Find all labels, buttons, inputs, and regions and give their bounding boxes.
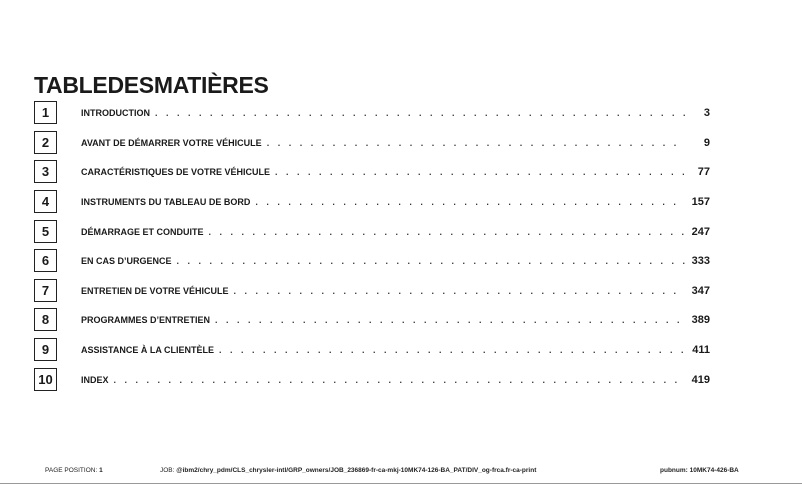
chapter-number: 7 bbox=[34, 279, 57, 302]
toc-row-5[interactable] bbox=[34, 220, 710, 245]
dot-leader bbox=[255, 197, 685, 207]
toc-entry bbox=[81, 196, 710, 208]
toc-row-3[interactable] bbox=[34, 160, 710, 185]
toc-row-4[interactable] bbox=[34, 190, 710, 215]
toc-entry bbox=[81, 137, 710, 149]
page-number: 411 bbox=[692, 344, 710, 356]
pubnum bbox=[660, 467, 739, 474]
dot-leader bbox=[114, 375, 685, 385]
chapter-number: 10 bbox=[34, 368, 57, 391]
page-number: 77 bbox=[697, 166, 710, 178]
page-position-value: 1 bbox=[99, 467, 103, 474]
dot-leader bbox=[209, 227, 685, 237]
page-number: 3 bbox=[703, 107, 710, 119]
print-footer bbox=[0, 462, 802, 484]
toc-row-6[interactable] bbox=[34, 249, 710, 274]
chapter-title[interactable]: ENTRETIEN DE VOTRE VÉHICULE bbox=[81, 286, 229, 296]
chapter-number: 4 bbox=[34, 190, 57, 213]
dot-leader bbox=[215, 315, 685, 325]
chapter-title[interactable]: PROGRAMMES D’ENTRETIEN bbox=[81, 315, 211, 325]
chapter-title[interactable]: DÉMARRAGE ET CONDUITE bbox=[81, 227, 204, 237]
chapter-title[interactable]: AVANT DE DÉMARRER VOTRE VÉHICULE bbox=[81, 138, 262, 148]
chapter-title[interactable]: EN CAS D’URGENCE bbox=[81, 256, 172, 266]
toc-row-10[interactable] bbox=[34, 368, 710, 393]
job-value: @ibm2/chry_pdm/CLS_chrysler-intl/GRP_owners/JOB_236869-fr-ca-mkj-10MK74-126-BA_PAT/DIV_og-frca.fr-ca-print bbox=[176, 467, 537, 474]
page-position bbox=[45, 467, 103, 474]
job-path bbox=[160, 467, 536, 474]
chapter-number: 2 bbox=[34, 131, 57, 154]
dot-leader bbox=[234, 286, 685, 296]
page-number: 9 bbox=[703, 137, 710, 149]
chapter-number: 5 bbox=[34, 220, 57, 243]
chapter-number: 1 bbox=[34, 101, 57, 124]
dot-leader bbox=[275, 167, 685, 177]
toc-row-7[interactable] bbox=[34, 279, 710, 304]
toc-entry bbox=[81, 255, 710, 267]
dot-leader bbox=[267, 138, 685, 148]
job-label: JOB: bbox=[160, 467, 175, 474]
page-position-label: PAGE POSITION: bbox=[45, 467, 98, 474]
page-number: 389 bbox=[691, 314, 710, 326]
toc-entry bbox=[81, 314, 710, 326]
pubnum-label: pubnum: bbox=[660, 467, 688, 474]
chapter-number: 8 bbox=[34, 308, 57, 331]
toc-entry bbox=[81, 285, 710, 297]
toc-row-2[interactable] bbox=[34, 131, 710, 156]
toc-entry bbox=[81, 226, 710, 238]
page-number: 333 bbox=[691, 255, 710, 267]
toc-entry bbox=[81, 344, 710, 356]
toc-entry bbox=[81, 166, 710, 178]
chapter-title[interactable]: CARACTÉRISTIQUES DE VOTRE VÉHICULE bbox=[81, 167, 271, 177]
toc-entry bbox=[81, 374, 710, 386]
page-number: 157 bbox=[691, 196, 710, 208]
page-number: 247 bbox=[691, 226, 710, 238]
dot-leader bbox=[177, 256, 685, 266]
page-title: TABLEDESMATIÈRES bbox=[34, 72, 269, 98]
page-number: 419 bbox=[691, 374, 710, 386]
pubnum-value: 10MK74-426-BA bbox=[689, 467, 739, 474]
chapter-number: 9 bbox=[34, 338, 57, 361]
chapter-title[interactable]: INDEX bbox=[81, 375, 109, 385]
page-number: 347 bbox=[691, 285, 710, 297]
toc-row-9[interactable] bbox=[34, 338, 710, 363]
dot-leader bbox=[219, 345, 685, 355]
chapter-title[interactable]: INSTRUMENTS DU TABLEAU DE BORD bbox=[81, 197, 251, 207]
chapter-title[interactable]: ASSISTANCE À LA CLIENTÈLE bbox=[81, 345, 215, 355]
toc-row-8[interactable] bbox=[34, 308, 710, 333]
toc-entry bbox=[81, 107, 710, 119]
chapter-number: 6 bbox=[34, 249, 57, 272]
chapter-number: 3 bbox=[34, 160, 57, 183]
chapter-title[interactable]: INTRODUCTION bbox=[81, 108, 150, 118]
dot-leader bbox=[155, 108, 685, 118]
toc-row-1[interactable] bbox=[34, 101, 710, 126]
